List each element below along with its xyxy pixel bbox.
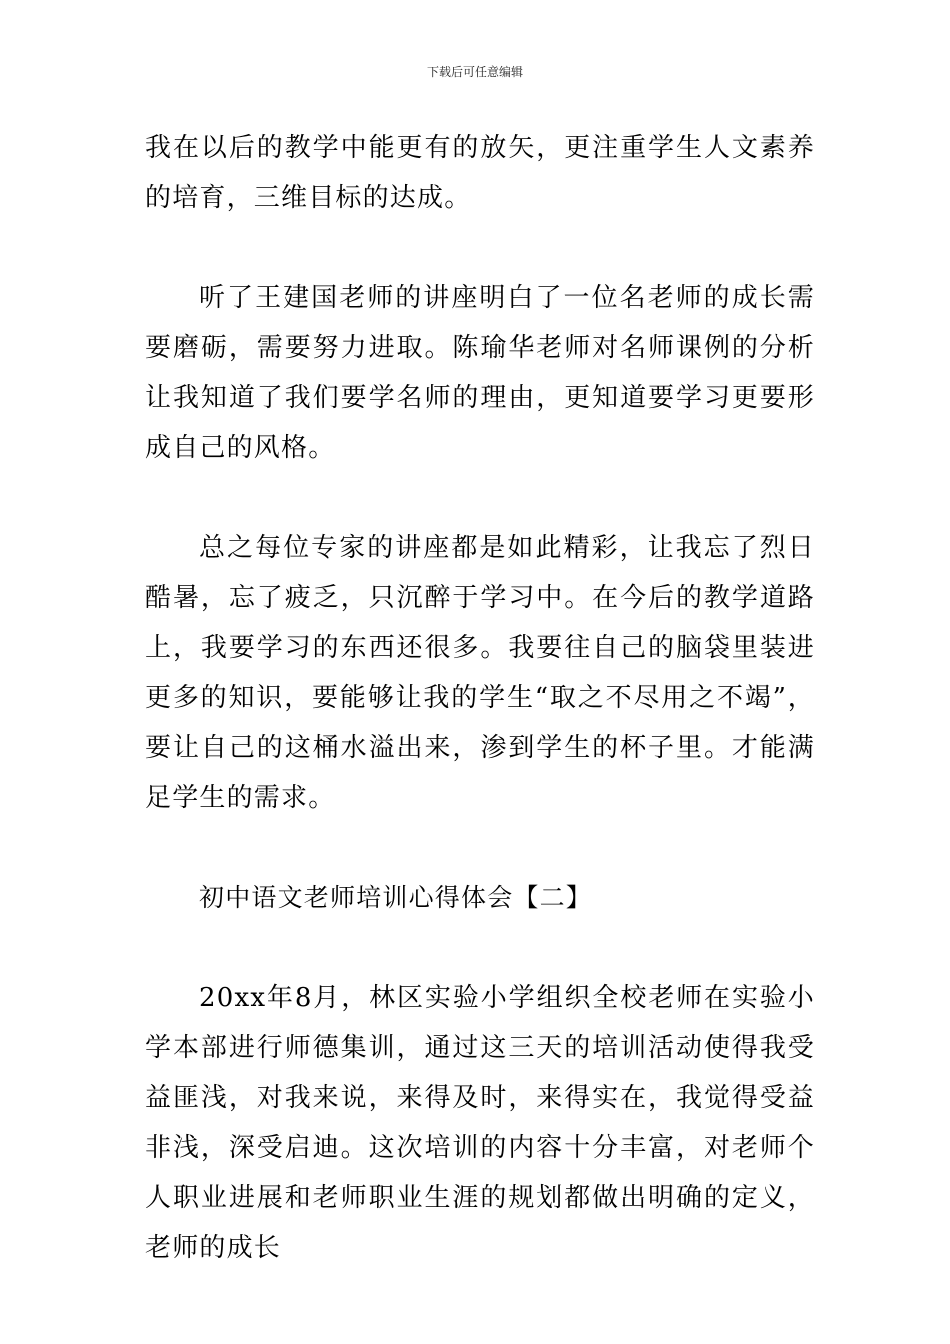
paragraph-1: 我在以后的教学中能更有的放矢，更注重学生人文素养的培育，三维目标的达成。 xyxy=(145,133,815,213)
paragraph-4: 20xx年8月，林区实验小学组织全校老师在实验小学本部进行师德集训，通过这三天的培训活动使得我受益匪浅，对我来说，来得及时，来得实在，我觉得受益非浅，深受启迪。这次培训的内容十分丰富，对老师个人职业进展和老师职业生涯的规划都做出明确的定义，老师的成长 xyxy=(145,983,815,1263)
section-heading: 初中语文老师培训心得体会【二】 xyxy=(199,883,593,912)
page-header-note: 下载后可任意编辑 xyxy=(426,65,523,79)
paragraph-2: 听了王建国老师的讲座明白了一位名老师的成长需要磨砺，需要努力进取。陈瑜华老师对名师课例的分析让我知道了我们要学名师的理由，更知道要学习更要形成自己的风格。 xyxy=(145,283,815,463)
paragraph-3: 总之每位专家的讲座都是如此精彩，让我忘了烈日酷暑，忘了疲乏，只沉醉于学习中。在今后的教学道路上，我要学习的东西还很多。我要往自己的脑袋里装进更多的知识，要能够让我的学生“取之不尽用之不竭”，要让自己的这桶水溢出来，渗到学生的杯子里。才能满足学生的需求。 xyxy=(145,533,815,813)
document-body xyxy=(145,123,815,1323)
